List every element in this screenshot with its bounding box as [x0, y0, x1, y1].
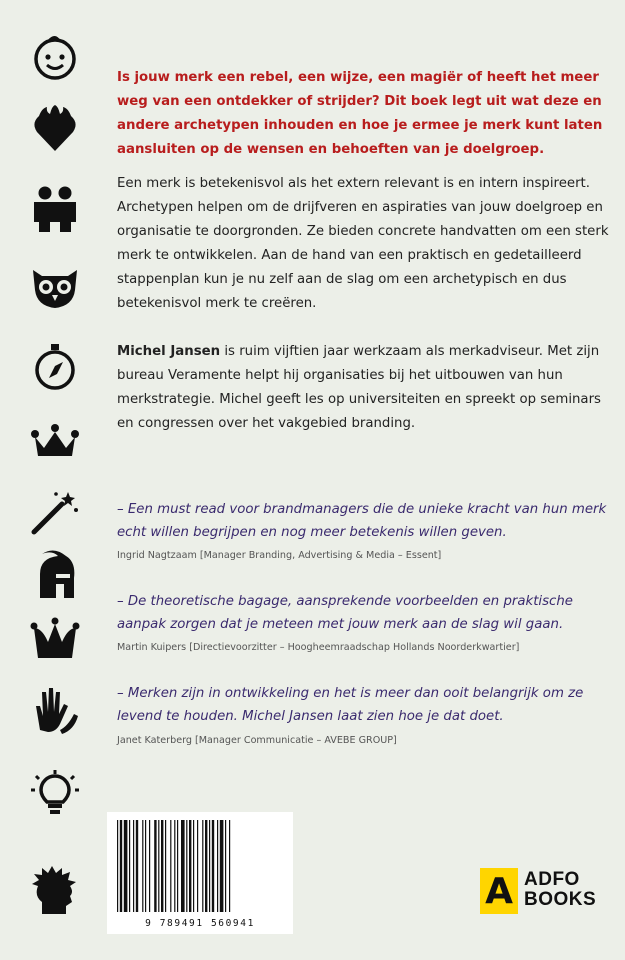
punk-head-icon: [30, 866, 80, 916]
lightbulb-icon: [30, 768, 80, 818]
quote-text: – De theoretische bagage, aansprekende voorbeelden en praktische aanpak zorgen dat je meteen met jouw merk aan de slag wil gaan.: [117, 594, 573, 632]
publisher-name-line2: BOOKS: [524, 889, 597, 910]
publisher-name-line1: ADFO: [524, 869, 580, 890]
isbn-barcode: [107, 812, 293, 934]
author-bio-text: is ruim vijftien jaar werkzaam als merkadviseur. Met zijn bureau Veramente helpt hij organisaties bij het uitbouwen van hun merkstrategie. Michel geeft les op universiteiten en spreekt op seminars en congressen over het vakgebied branding.: [117, 344, 601, 431]
quote-text: – Merken zijn in ontwikkeling en het is meer dan ooit belangrijk om ze levend te houden. Michel Jansen laat zien hoe je dat doet.: [117, 686, 584, 724]
barcode-bars: [115, 820, 285, 916]
isbn-number: 9 789491 560941: [145, 918, 255, 929]
author-bio: [117, 340, 612, 436]
description-paragraph: Een merk is betekenisvol als het extern relevant is en intern inspireert. Archetypen helpen om de drijfveren en aspiraties van jouw doelgroep en organisatie te doorgronden. Ze bieden concrete handvatten om een sterk merk te ontwikkelen. Aan de hand van een praktisch en gedetailleerd stappenplan kun je nu zelf aan de slag om een archetypisch en dus betekenisvol merk te creëren.: [117, 176, 609, 311]
flaming-heart-icon: [30, 104, 80, 154]
publisher-logo-letter: A: [480, 868, 518, 914]
quote-attribution: Martin Kuipers [Directievoorzitter – Hoogheemraadschap Hollands Noorderkwartier]: [117, 642, 520, 653]
two-people-icon: [30, 184, 80, 234]
magic-wand-icon: [30, 488, 80, 538]
quote-text: – Een must read voor brandmanagers die de unieke kracht van hun merk echt willen begrijpen en nog meer betekenis willen geven.: [117, 502, 607, 540]
spartan-helmet-icon: [30, 550, 80, 600]
compass-icon: [30, 342, 80, 392]
publisher-logo-text: [524, 870, 596, 910]
quote-attribution: Janet Katerberg [Manager Communicatie – AVEBE GROUP]: [117, 735, 397, 746]
baby-face-icon: [30, 32, 80, 82]
publisher-logo: [480, 868, 615, 914]
jester-hat-icon: [30, 614, 80, 664]
hands-icon: [30, 684, 80, 734]
crown-icon: [30, 418, 80, 468]
intro-text: Is jouw merk een rebel, een wijze, een magiër of heeft het meer weg van een ontdekker of strijder? Dit boek legt uit wat deze en andere archetypen inhouden en hoe je ermee je merk kunt laten aansluiten op de wensen en behoeften van je doelgroep.: [117, 70, 603, 157]
owl-icon: [30, 262, 80, 312]
quote-attribution: Ingrid Nagtzaam [Manager Branding, Advertising & Media – Essent]: [117, 550, 442, 561]
archetype-icon-column: [0, 0, 100, 960]
author-name: Michel Jansen: [117, 344, 221, 359]
